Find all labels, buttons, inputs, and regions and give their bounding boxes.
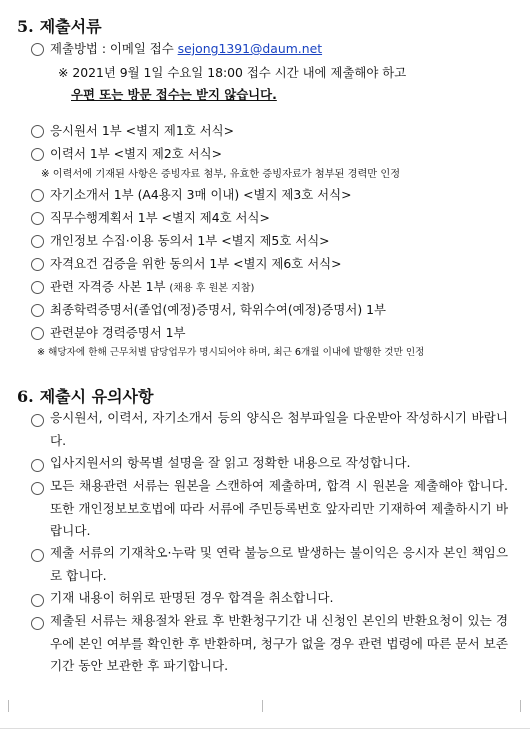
original-note: (채용 후 원본 지참) — [169, 283, 255, 294]
circle-bullet-icon — [31, 459, 44, 472]
career-note: ※ 해당자에 한해 근무처별 담당업무가 명시되어야 하며, 최근 6개월 이내에 발행한 것만 인정 — [37, 347, 425, 358]
no-mail-note: 우편 또는 방문 접수는 받지 않습니다. — [71, 87, 277, 102]
circle-bullet-icon — [31, 617, 44, 630]
document-page: 5. 제출서류 제출방법 : 이메일 접수 sejong1391@daum.net ※ 2021년 9월 1일 수요일 18:00 접수 시간 내에 제출해야 하고 우편 또는 방문 접수는 받지 않습니다. 응시원서 1부 <별지 제1호 서식> 이력서 1부 <별지 제2호 서식> ※ 이력서에 기재된 사항은 증빙자료 첨부, 유효한 증빙자료가 첨부된 경력만 인정 자기소개서 1부 (A4용지 3매 이내) <별지 제3호 서식> 직무수행계획서 1부 <별지 제4호 서식> 개인정보 수집·이용 동의서 1부 <별지 제5호 서식> 자격요건 검증을 위한 동의서 1부 <별지 제6호 서식> 관련 자격증 사본 1부 (채용 후 원본 지참) 최종학력증명서(졸업(예정)증명서, 학위수여(예정)증명서) 1부 관련분야 경력증명서 1부 ※ 해당자에 한해 근무처별 담당업무가 명시되어야 하며, 최근 6개월 이내에 발행한 것만 인정 6. 제출시 유의사항 응시원서, 이력서, 자기소개서 등의 양식은 첨부파일을 다운받아 작성하시기 바랍니다. 입사지원서의 항목별 설명을 잘 읽고 정확한 내용으로 작성합니다. 모든 채용관련 서류는 원본을 스캔하여 제출하며, 합격 시 원본을 제출해야 합니다. 또한 개인정보보호법에 따라 서류에 주민등록번호 앞자리만 기재하여 제출하시기 바랍니다. 제출 서류의 기재착오·누락 및 연락 불능으로 발생하는 불이익은 응시자 본인 책임으로 합니다. 기재 내용이 허위로 판명된 경우 합격을 취소합니다. 제출된 서류는 채용절차 완료 후 반환청구기간 내 신청인 본인의 반환요청이 있는 경우에 본인 여부를 확인한 후 반환하며, 청구가 없을 경우 관련 법령에 따른 문서 보존기간 동안 보관한 후 파기합니다. — [0, 0, 530, 735]
circle-bullet-icon — [31, 304, 44, 317]
deadline-note: ※ 2021년 9월 1일 수요일 18:00 접수 시간 내에 제출해야 하고 — [58, 65, 407, 80]
section-title: 제출서류 — [39, 17, 102, 36]
circle-bullet-icon — [31, 281, 44, 294]
circle-bullet-icon — [31, 235, 44, 248]
section-5-heading — [17, 14, 102, 37]
section-title: 제출시 유의사항 — [39, 387, 154, 406]
page-edge-mark — [8, 700, 9, 712]
page-edge-mark — [262, 700, 263, 712]
circle-bullet-icon — [31, 258, 44, 271]
circle-bullet-icon — [31, 148, 44, 161]
circle-bullet-icon — [31, 482, 44, 495]
email-link[interactable]: sejong1391@daum.net — [177, 41, 323, 56]
section-number: 5. — [17, 17, 34, 36]
section-6-heading — [17, 384, 153, 407]
circle-bullet-icon — [31, 43, 44, 56]
resume-note: ※ 이력서에 기재된 사항은 증빙자료 첨부, 유효한 증빙자료가 첨부된 경력만 인정 — [41, 169, 401, 180]
circle-bullet-icon — [31, 125, 44, 138]
circle-bullet-icon — [31, 594, 44, 607]
circle-bullet-icon — [31, 414, 44, 427]
method-label: 제출방법 : 이메일 접수 — [50, 41, 178, 56]
circle-bullet-icon — [31, 549, 44, 562]
section-number: 6. — [17, 387, 34, 406]
circle-bullet-icon — [31, 212, 44, 225]
page-divider — [0, 728, 530, 729]
page-edge-mark — [520, 700, 521, 712]
circle-bullet-icon — [31, 327, 44, 340]
circle-bullet-icon — [31, 189, 44, 202]
